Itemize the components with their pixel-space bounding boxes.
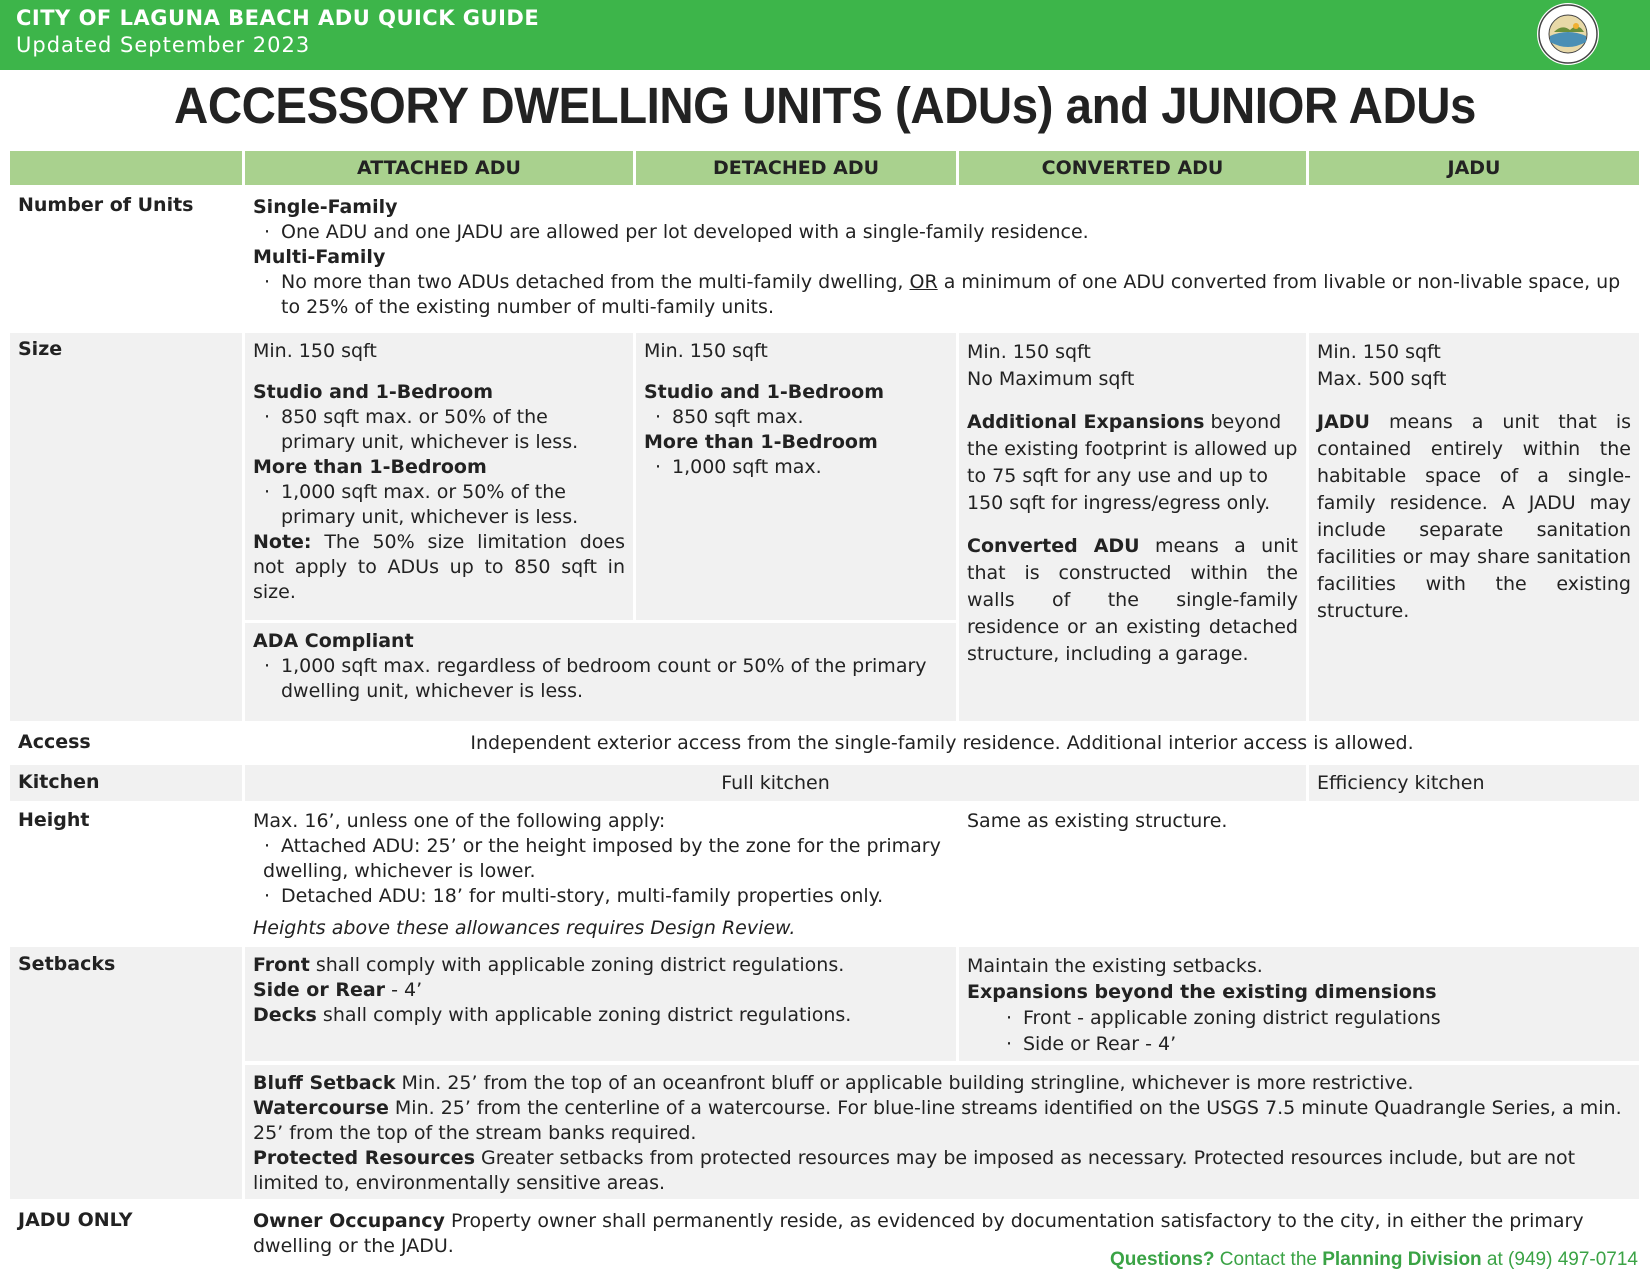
size-attached-cell: [245, 333, 633, 620]
col-header-detached: DETACHED ADU: [636, 151, 956, 185]
mf-bullet-part-b: a minimum of one ADU converted from livable or non-livable space, up to 25% of the existing number of multi-family units.: [281, 271, 1621, 318]
updated-date: Updated September 2023: [16, 33, 311, 57]
setbacks-adu-cell: [245, 947, 956, 1061]
jadu-definition: [1317, 409, 1631, 625]
setbacks-front: [253, 953, 948, 978]
height-b1: [253, 834, 948, 884]
protected-label: Protected Resources: [253, 1147, 475, 1169]
org-title: CITY OF LAGUNA BEACH ADU QUICK GUIDE: [16, 6, 540, 30]
height-adu-cell: [245, 803, 956, 943]
row-label-setbacks: Setbacks: [18, 953, 116, 975]
setbacks-maintain: Maintain the existing setbacks.: [967, 955, 1263, 977]
kitchen-adu-cell: Full kitchen: [245, 765, 1306, 801]
size-converted-cell: [959, 333, 1306, 721]
row-label-kitchen: Kitchen: [18, 771, 100, 793]
watercourse-label: Watercourse: [253, 1097, 389, 1119]
footer-phone[interactable]: at (949) 497-0714: [1481, 1249, 1638, 1270]
jadu-def-label: JADU: [1317, 411, 1370, 433]
col-header-attached: ATTACHED ADU: [245, 151, 633, 185]
converted-min: Min. 150 sqft: [967, 341, 1091, 363]
jadu-def-text: means a unit that is contained entirely within the habitable space of a single-family residence. A JADU may include separate sanitation facilities or may share sanitation facilities with the existing structure.: [1317, 411, 1631, 622]
size-detached-cell: [636, 333, 956, 620]
setbacks-watercourse: [253, 1096, 1631, 1146]
converted-max: No Maximum sqft: [967, 368, 1135, 390]
attached-b2: · 1,000 sqft max. or 50% of the primary unit, whichever is less.: [253, 480, 625, 530]
attached-b1: · 850 sqft max. or 50% of the primary unit, whichever is less.: [253, 405, 625, 455]
note-text: The 50% size limitation does not apply to ADUs up to 850 sqft in size.: [253, 531, 625, 603]
watercourse-text: Min. 25’ from the centerline of a watercourse. For blue-line streams identified on the USGS 7.5 minute Quadrangle Series, a min. 25’ from the top of the stream banks required.: [253, 1097, 1622, 1144]
converted-expansions: [967, 409, 1298, 517]
footer-questions: Questions?: [1110, 1249, 1215, 1270]
footer-contact-text: Contact the: [1214, 1249, 1323, 1270]
setbacks-decks: [253, 1003, 948, 1028]
ada-bullet: · 1,000 sqft max. regardless of bedroom count or 50% of the primary dwelling unit, whichever is less.: [253, 654, 931, 704]
front-text: shall comply with applicable zoning district regulations.: [309, 954, 845, 976]
height-intro: Max. 16’, unless one of the following apply:: [253, 810, 666, 832]
size-jadu-cell: [1309, 333, 1639, 721]
row-label-access: Access: [18, 731, 91, 753]
converted-definition: [967, 533, 1298, 668]
col-header-jadu: JADU: [1309, 151, 1639, 185]
row-label-jadu-only: JADU ONLY: [18, 1209, 133, 1231]
mf-bullet-part-a: No more than two ADUs detached from the multi-family dwelling,: [281, 271, 910, 293]
setbacks-bluff: [253, 1071, 1631, 1096]
height-note: Heights above these allowances requires Design Review.: [253, 917, 796, 939]
height-converted-cell: Same as existing structure.: [967, 810, 1228, 832]
row-label-size: Size: [18, 338, 63, 360]
height-b2: [253, 884, 948, 909]
page-title: ACCESSORY DWELLING UNITS (ADUs) and JUNIOR ADUs: [174, 77, 1476, 134]
attached-note: [253, 530, 625, 605]
setbacks-expansions-heading: Expansions beyond the existing dimensions: [967, 981, 1437, 1003]
expansions-label: Additional Expansions: [967, 411, 1205, 433]
setbacks-exp-b1: · Front - applicable zoning district regulations: [967, 1005, 1631, 1031]
units-cell: [245, 189, 1639, 329]
height-b2-text: Detached ADU: 18’ for multi-story, multi-family properties only.: [281, 885, 884, 907]
row-label-units: Number of Units: [18, 194, 194, 216]
row-label-height: Height: [18, 809, 90, 831]
decks-label: Decks: [253, 1004, 317, 1026]
setbacks-side: [253, 978, 948, 1003]
height-b1-text: Attached ADU: 25’ or the height imposed by the zone for the primary dwelling, whichever is lower.: [263, 835, 941, 882]
setbacks-converted-cell: [959, 947, 1639, 1061]
detached-b2: · 1,000 sqft max.: [644, 455, 948, 480]
setbacks-exp-b2: · Side or Rear - 4’: [967, 1031, 1631, 1057]
detached-h2: More than 1-Bedroom: [644, 431, 878, 453]
city-seal-icon: [1536, 2, 1600, 66]
header-blank: [10, 151, 242, 185]
side-text: - 4’: [385, 979, 423, 1001]
front-label: Front: [253, 954, 310, 976]
top-banner: [0, 0, 1650, 70]
col-header-converted: CONVERTED ADU: [959, 151, 1306, 185]
expansions-text: beyond the existing footprint is allowed up to 75 sqft for any use and up to 150 sqft for ingress/egress only.: [967, 411, 1298, 514]
protected-text: Greater setbacks from protected resources may be imposed as necessary. Protected resources include, but are not limited to, environmentally sensitive areas.: [253, 1147, 1576, 1194]
jadu-max: Max. 500 sqft: [1317, 368, 1447, 390]
bluff-text: Min. 25’ from the top of an oceanfront bluff or applicable building stringline, whichever is more restrictive.: [395, 1072, 1414, 1094]
footer-contact: [1110, 1249, 1638, 1271]
units-sf-bullet: · One ADU and one JADU are allowed per lot developed with a single-family residence.: [253, 220, 1631, 245]
ada-heading: ADA Compliant: [253, 630, 414, 652]
bluff-label: Bluff Setback: [253, 1072, 396, 1094]
mf-bullet-or: OR: [909, 271, 938, 293]
decks-text: shall comply with applicable zoning district regulations.: [316, 1004, 852, 1026]
detached-b1: · 850 sqft max.: [644, 405, 948, 430]
attached-h1: Studio and 1-Bedroom: [253, 381, 493, 403]
setbacks-special-cell: [245, 1065, 1639, 1199]
note-label: Note:: [253, 531, 312, 553]
detached-min: Min. 150 sqft: [644, 340, 768, 362]
owner-occupancy-text: Property owner shall permanently reside, as evidenced by documentation satisfactory to the city, in either the primary dwelling or the JADU.: [253, 1210, 1584, 1257]
detached-h1: Studio and 1-Bedroom: [644, 381, 884, 403]
access-cell: Independent exterior access from the single-family residence. Additional interior access is allowed.: [470, 732, 1414, 754]
units-sf-heading: Single-Family: [253, 196, 398, 218]
units-mf-bullet: [253, 270, 1631, 320]
setbacks-label-bg: [10, 947, 242, 1199]
side-label: Side or Rear: [253, 979, 386, 1001]
converted-def-label: Converted ADU: [967, 535, 1140, 557]
kitchen-jadu-cell: Efficiency kitchen: [1309, 765, 1639, 801]
footer-planning-division[interactable]: Planning Division: [1322, 1249, 1482, 1270]
jadu-min: Min. 150 sqft: [1317, 341, 1441, 363]
attached-h2: More than 1-Bedroom: [253, 456, 487, 478]
size-ada-cell: [245, 623, 956, 721]
size-label-bg: [10, 333, 242, 721]
owner-occupancy-label: Owner Occupancy: [253, 1210, 445, 1232]
attached-min: Min. 150 sqft: [253, 340, 377, 362]
converted-def-text: means a unit that is constructed within the walls of the single-family residence or an existing detached structure, including a garage.: [967, 535, 1298, 665]
setbacks-protected: [253, 1146, 1631, 1196]
units-mf-heading: Multi-Family: [253, 246, 386, 268]
